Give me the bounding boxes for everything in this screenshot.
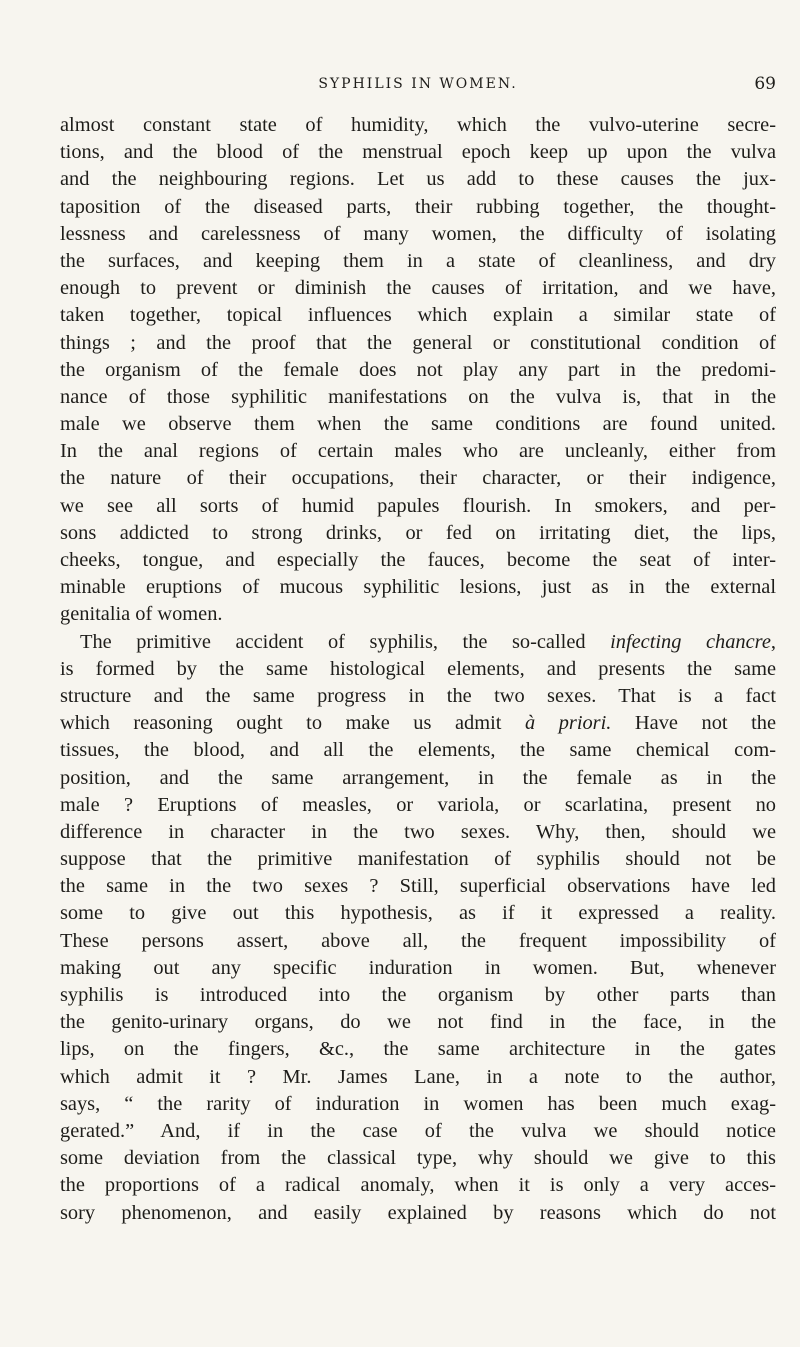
text-line: difference in character in the two sexes. Why, then, should we	[60, 820, 776, 843]
text-line: the surfaces, and keeping them in a state of cleanliness, and dry	[60, 249, 776, 272]
text-line: male we observe them when the same conditions are found united.	[60, 413, 776, 436]
text-line: taposition of the diseased parts, their rubbing together, the thought-	[60, 195, 776, 218]
text-line: says, “ the rarity of induration in women has been much exag-	[60, 1092, 776, 1115]
text-line: lips, on the fingers, &c., the same architecture in the gates	[60, 1038, 776, 1061]
text-line: male ? Eruptions of measles, or variola, or scarlatina, present no	[60, 793, 776, 816]
text-line: These persons assert, above all, the frequent impossibility of	[60, 929, 776, 952]
text-line: some to give out this hypothesis, as if it expressed a reality.	[60, 902, 776, 925]
text-line: the proportions of a radical anomaly, when it is only a very acces-	[60, 1174, 776, 1197]
text-line: the same in the two sexes ? Still, superficial observations have led	[60, 875, 776, 898]
text-line: making out any specific induration in women. But, whenever	[60, 956, 776, 979]
text-line: gerated.” And, if in the case of the vulva we should notice	[60, 1119, 776, 1142]
text-line: cheeks, tongue, and especially the fauces, become the seat of inter-	[60, 549, 776, 571]
running-head	[60, 74, 776, 96]
page-number: 69	[754, 74, 776, 94]
text-line: lessness and carelessness of many women, the difficulty of isolating	[60, 222, 776, 245]
text-line: the genito-urinary organs, do we not find in the face, in the	[60, 1011, 776, 1034]
text-line: nance of those syphilitic manifestations on the vulva is, that in the	[60, 385, 776, 408]
text-line: the organism of the female does not play any part in the predomi-	[60, 358, 776, 381]
text-line	[60, 710, 776, 737]
text-line: position, and the same arrangement, in the female as in the	[60, 766, 776, 789]
text-line: In the anal regions of certain males who are uncleanly, either from	[60, 440, 776, 463]
italic-term: infecting chancre	[610, 630, 771, 653]
italic-term: à priori.	[524, 712, 612, 735]
text-run: The primitive accident of syphilis, the so-called	[80, 630, 611, 653]
text-line: we see all sorts of humid papules flourish. In smokers, and per-	[60, 494, 776, 517]
text-line: syphilis is introduced into the organism by other parts than	[60, 984, 776, 1006]
text-line: tissues, the blood, and all the elements, the same chemical com-	[60, 739, 776, 762]
paragraph-2	[60, 629, 776, 1227]
text-line: minable eruptions of mucous syphilitic lesions, just as in the external	[60, 576, 776, 599]
paragraph-1	[60, 112, 776, 629]
text-line: things ; and the proof that the general or constitutional condition of	[60, 331, 776, 354]
text-line: suppose that the primitive manifestation of syphilis should not be	[60, 848, 776, 871]
text-line: structure and the same progress in the two sexes. That is a fact	[60, 684, 776, 707]
text-line: the nature of their occupations, their character, or their indigence,	[60, 467, 776, 490]
text-line: enough to prevent or diminish the causes of irritation, and we have,	[60, 277, 776, 300]
text-line	[60, 629, 776, 656]
text-line: taken together, topical influences which explain a similar state of	[60, 304, 776, 327]
text-line: almost constant state of humidity, which the vulvo-uterine secre-	[60, 114, 776, 136]
text-run: ,	[770, 630, 776, 653]
text-line: sory phenomenon, and easily explained by reasons which do not	[60, 1201, 776, 1224]
text-line: some deviation from the classical type, why should we give to this	[60, 1147, 776, 1170]
text-line: which admit it ? Mr. James Lane, in a note to the author,	[60, 1065, 776, 1088]
text-run: which reasoning ought to make us admit	[60, 712, 525, 735]
text-line: and the neighbouring regions. Let us add to these causes the jux-	[60, 168, 776, 191]
text-line: sons addicted to strong drinks, or fed on irritating diet, the lips,	[60, 521, 776, 544]
text-line: tions, and the blood of the menstrual epoch keep up upon the vulva	[60, 141, 776, 164]
text-line: genitalia of women.	[60, 603, 223, 626]
running-title: SYPHILIS IN WOMEN.	[318, 76, 518, 92]
text-line: is formed by the same histological elements, and presents the same	[60, 657, 776, 680]
text-run: Have not the	[611, 712, 776, 735]
body-text	[60, 112, 776, 1227]
